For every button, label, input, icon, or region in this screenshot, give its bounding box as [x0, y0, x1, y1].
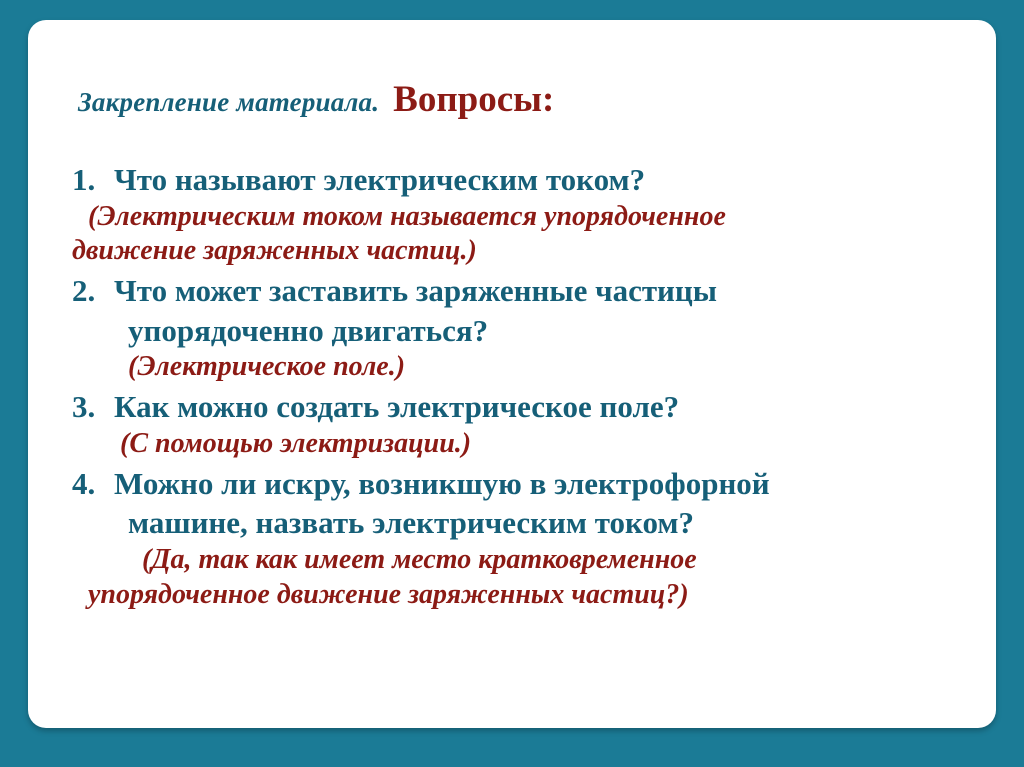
- question-text-4a: Можно ли искру, возникшую в электрофорной: [114, 465, 770, 501]
- question-text-2b: упорядоченно двигаться?: [128, 312, 489, 348]
- questions-list: [72, 160, 972, 612]
- question-text-2a: Что может заставить заряженные частицы: [114, 273, 717, 309]
- slide-card: [28, 20, 996, 728]
- answer-line-4a: (Да, так как имеет место кратковременное: [142, 543, 697, 575]
- answer-line-2a: (Электрическое поле.): [128, 351, 406, 383]
- question-number-3: 3.: [72, 389, 96, 425]
- question-text-1: Что называют электрическим током?: [114, 162, 646, 197]
- question-item-3: [72, 387, 972, 427]
- answer-line-3a: (С помощью электризации.): [120, 427, 472, 459]
- question-number-4: 4.: [72, 465, 96, 501]
- question-item-1: [72, 160, 972, 200]
- question-item-2: [72, 271, 972, 311]
- question-number-2: 2.: [72, 273, 96, 309]
- title-main: Вопросы:: [393, 79, 555, 120]
- answer-line-1a: (Электрическим током называется упорядоченное: [88, 200, 726, 232]
- question-item-4: [72, 464, 972, 504]
- slide-title: [78, 78, 958, 121]
- answer-line-4b: упорядоченное движение заряженных частиц?): [88, 578, 689, 610]
- question-text-4b: машине, назвать электрическим током?: [128, 505, 695, 541]
- title-prefix: Закрепление материала.: [78, 87, 380, 117]
- answer-line-1b: движение заряженных частиц.): [72, 235, 477, 267]
- question-number-1: 1.: [72, 162, 96, 197]
- question-text-3: Как можно создать электрическое поле?: [114, 389, 680, 425]
